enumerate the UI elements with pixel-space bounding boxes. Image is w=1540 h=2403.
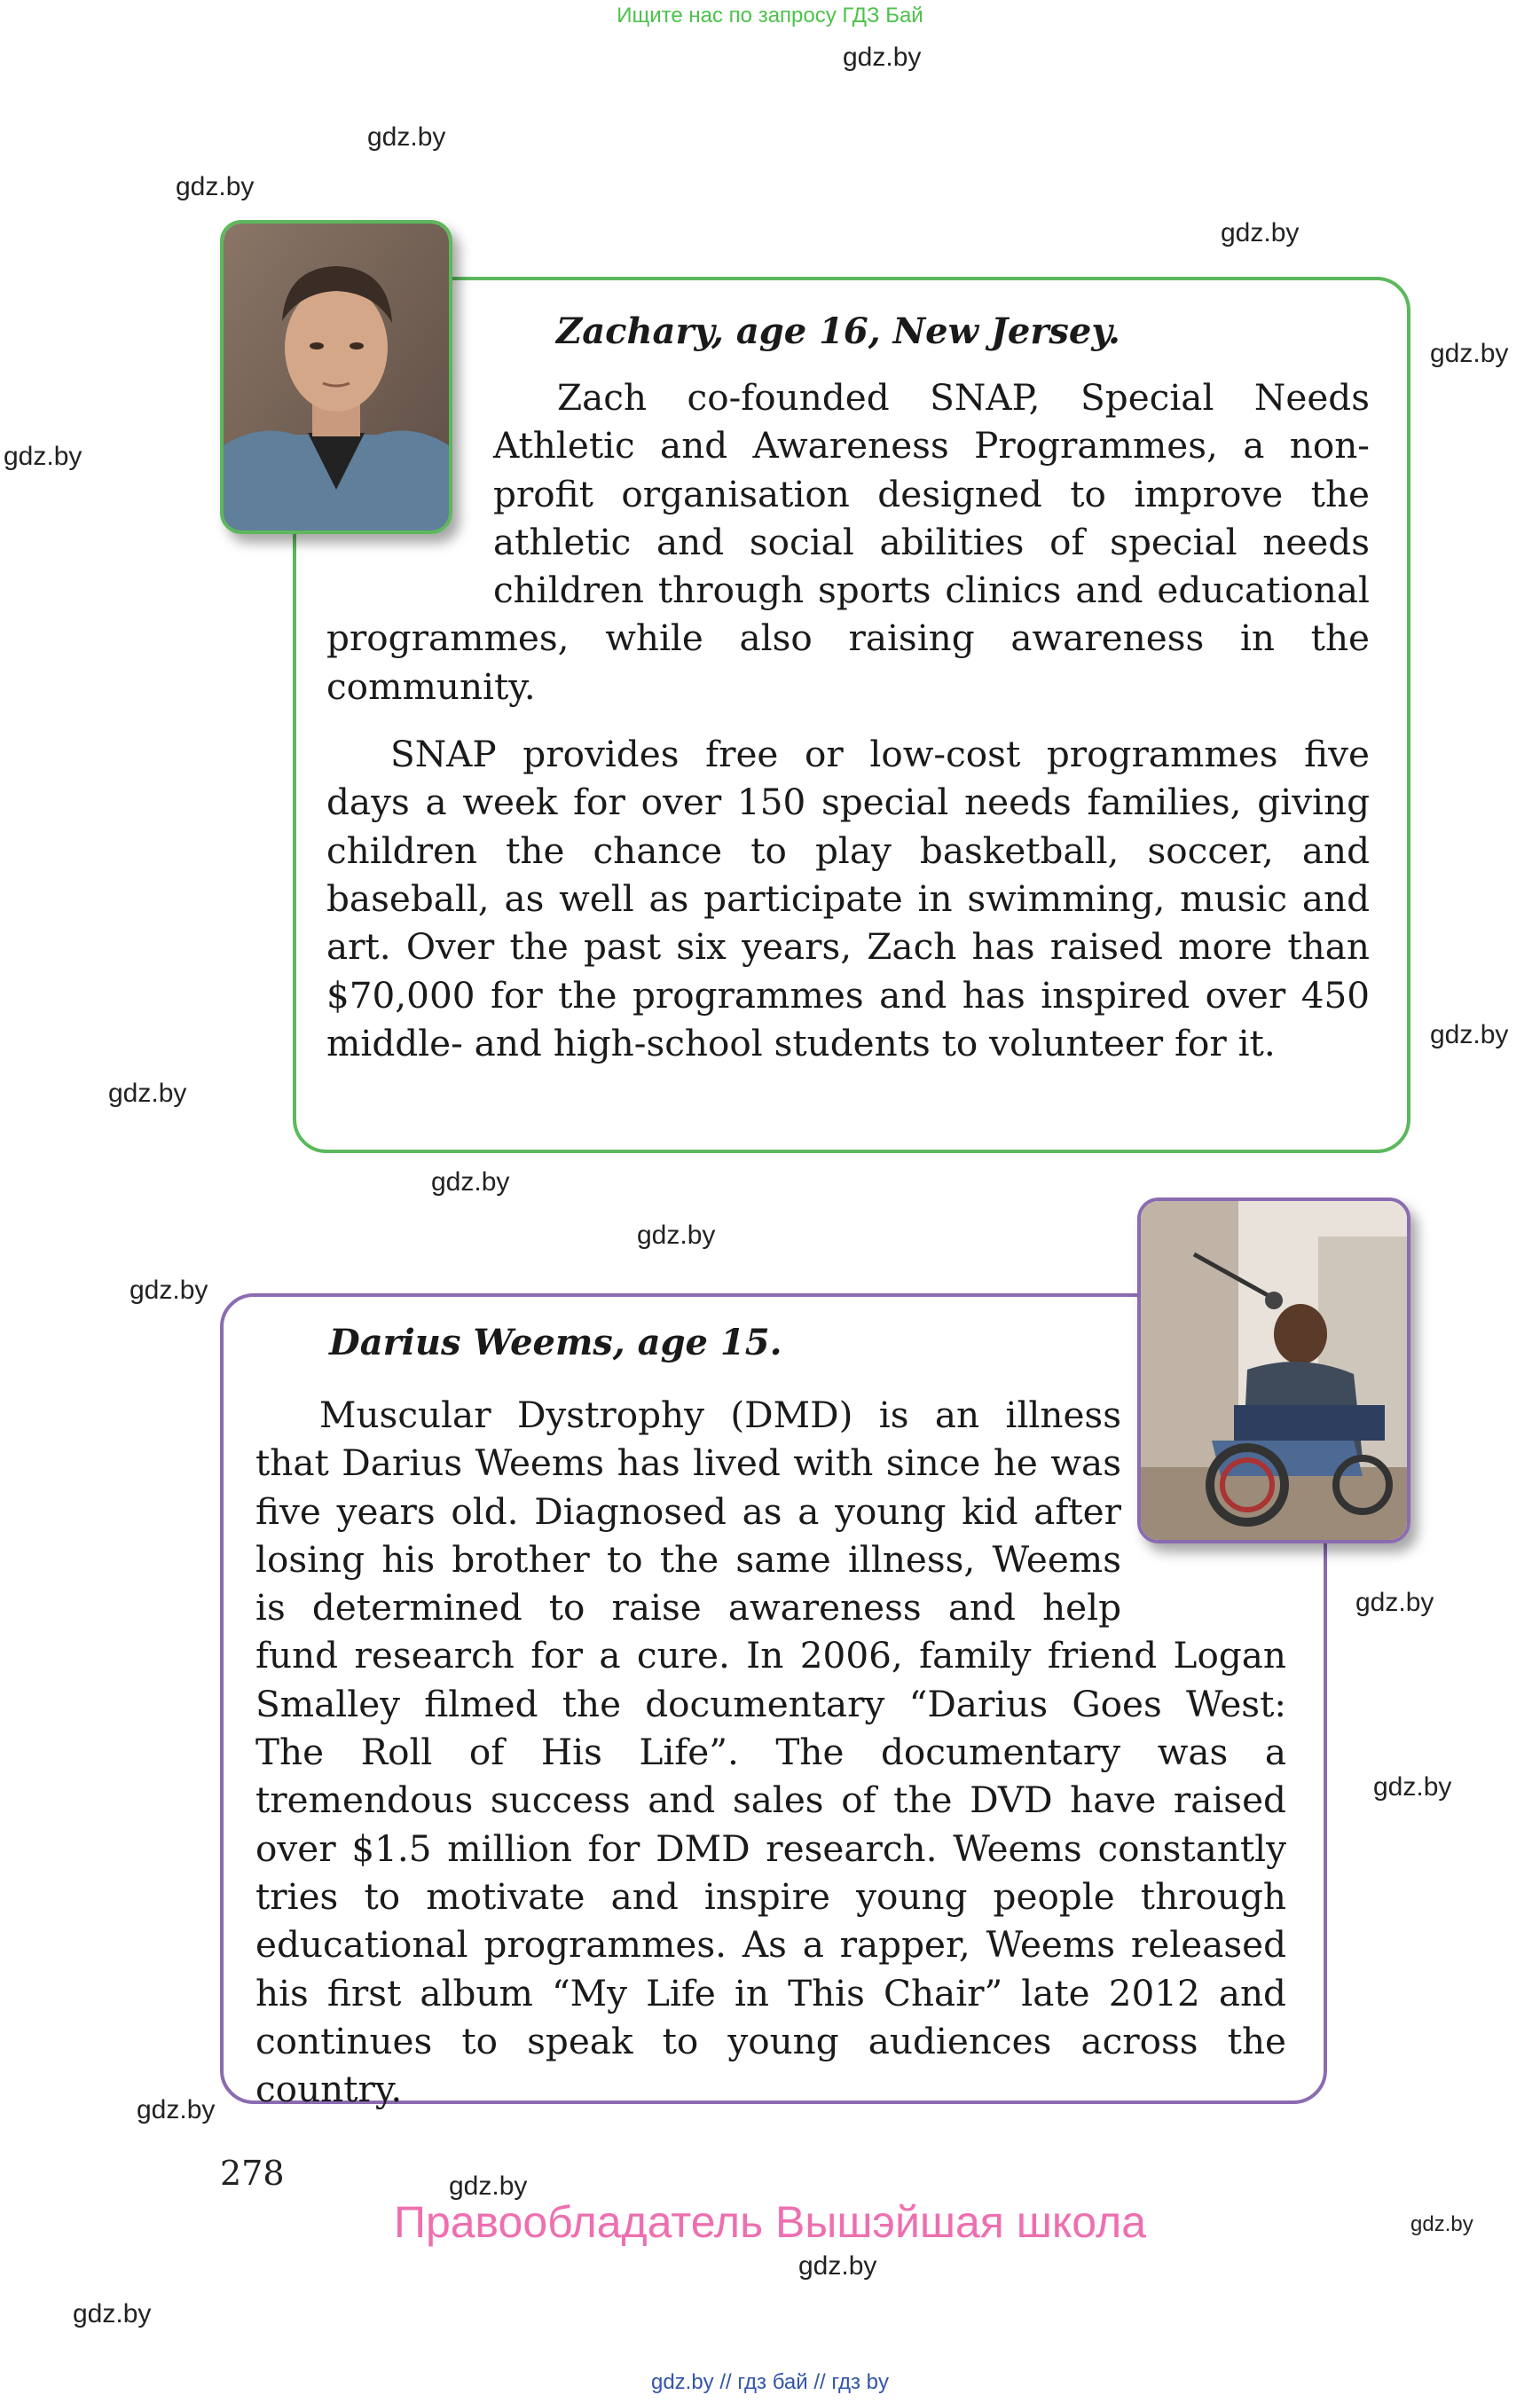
watermark: gdz.by (176, 172, 255, 201)
photo-wrap-spacer (326, 373, 493, 567)
watermark: gdz.by (431, 1167, 510, 1197)
watermark: gdz.by (843, 43, 922, 72)
photo-wrap-spacer (1121, 1391, 1286, 1584)
watermark: gdz.by (137, 2095, 216, 2124)
copyright-line: Правообладатель Вышэйшая школа (394, 2197, 1146, 2247)
zachary-paragraph-2: SNAP provides free or low-cost programmes five days a week for over 150 special needs families, giving children the chance to play basketball, soccer, and baseball, as well as participate in swimming, music and art. Over the past six years, Zach has raised more than $70,000 for the programmes and has inspired over 450 middle- and high-school students to volunteer for it. (326, 733, 1370, 1064)
bottom-links[interactable]: gdz.by // гдз бай // гдз by (650, 2370, 890, 2394)
top-banner[interactable]: Ищите нас по запросу ГДЗ Бай (617, 4, 923, 27)
watermark: gdz.by (367, 122, 446, 152)
darius-text (255, 1391, 1286, 2113)
zachary-paragraph-1: Zach co-founded SNAP, Special Needs Athletic and Awareness Programmes, a non-profit organisation designed to improve the athletic and social abilities of special needs children through sports clinics and educational programmes, while also raising awareness in the community. (326, 376, 1370, 708)
darius-paragraph: Muscular Dystrophy (DMD) is an illness that Darius Weems has lived with since he was five years old. Diagnosed as a young kid after losing his brother to the same illness, Weems is determined to raise awareness and help fund research for a cure. In 2006, family friend Logan Smalley filmed the documentary “Darius Goes West: The Roll of His Life”. The documentary was a tremendous success and sales of the DVD have raised over $1.5 million for DMD research. Weems constantly tries to motivate and inspire young people through educational programmes. As a rapper, Weems released his first album “My Life in This Chair” late 2012 and continues to speak to young audiences across the country. (255, 1394, 1286, 2111)
watermark: gdz.by (1221, 218, 1300, 247)
watermark: gdz.by (1430, 1020, 1509, 1049)
darius-heading: Darius Weems, age 15. (329, 1322, 782, 1363)
zachary-heading: Zachary, age 16, New Jersey. (556, 310, 1120, 352)
watermark: gdz.by (449, 2171, 528, 2201)
watermark: gdz.by (4, 442, 82, 471)
watermark: gdz.by (1430, 339, 1509, 368)
watermark: gdz.by (798, 2251, 877, 2281)
watermark: gdz.by (73, 2299, 152, 2328)
watermark: gdz.by (637, 1221, 716, 1250)
watermark: gdz.by (1373, 1772, 1452, 1802)
zachary-text (326, 373, 1370, 1067)
watermark: gdz.by (1410, 2212, 1473, 2236)
watermark: gdz.by (108, 1079, 187, 1108)
watermark: gdz.by (1355, 1588, 1434, 1617)
watermark: gdz.by (130, 1276, 208, 1305)
page-number: 278 (220, 2154, 285, 2193)
